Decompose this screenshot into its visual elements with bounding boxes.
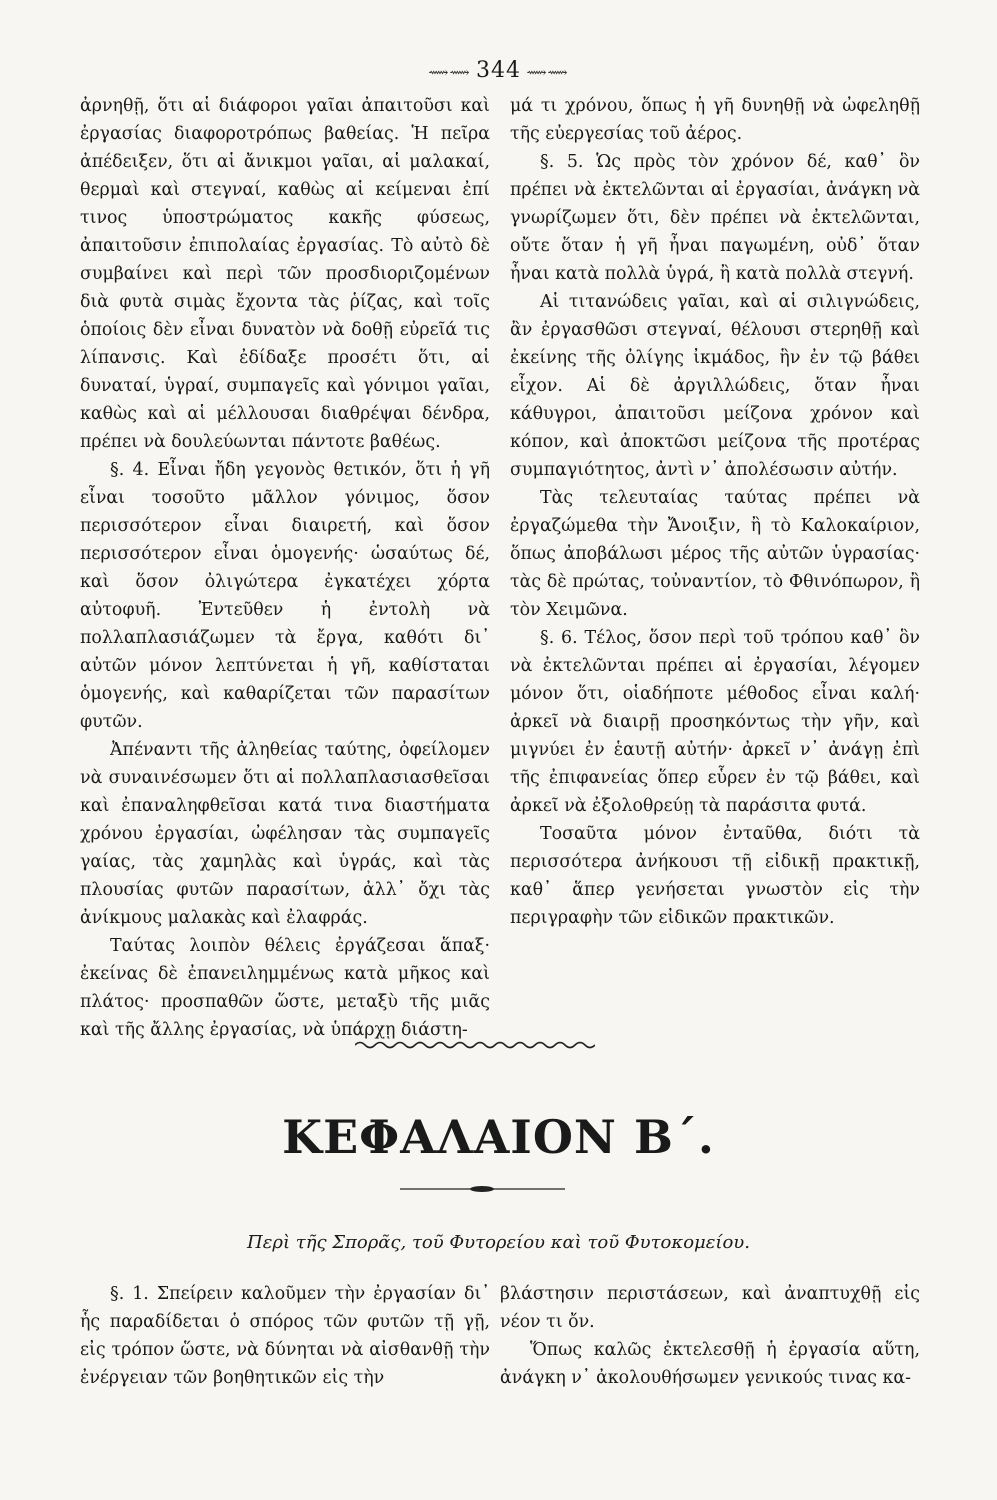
top-left-column <box>80 92 490 1044</box>
paragraph: Τοσαῦτα μόνον ἐνταῦθα, διότι τὰ περισσότερα ἀνήκουσι τῇ εἰδικῇ πρακτικῇ, καθ᾽ ἅπερ γενήσεται γνωστὸν εἰς τὴν περιγραφὴν τῶν εἰδικῶν πρακτικῶν. <box>510 824 920 928</box>
wavy-divider <box>355 1040 595 1050</box>
paragraph: Ὅπως καλῶς ἐκτελεσθῇ ἡ ἐργασία αὕτη, ἀνάγκη ν᾽ ἀκολουθήσωμεν γενικούς τινας κα- <box>500 1340 920 1388</box>
right-ornament: ⟿⟿ <box>521 65 569 81</box>
paragraph: Τὰς τελευταίας ταύτας πρέπει νὰ ἐργαζώμεθα τὴν Ἄνοιξιν, ἢ τὸ Καλοκαίριον, ὅπως ἀποβάλωσι μέρος τῆς αὐτῶν ὑγρασίας· τὰς δὲ πρώτας, τοὐναντίον, τὸ Φθινόπωρον, ἢ τὸν Χειμῶνα. <box>510 488 920 620</box>
bottom-left-column <box>80 1280 490 1392</box>
bottom-right-column <box>500 1280 920 1392</box>
page-number-header <box>0 58 997 83</box>
chapter-subtitle: Περὶ τῆς Σπορᾶς, τοῦ Φυτορείου καὶ τοῦ Φυτοκομείου. <box>247 1232 750 1253</box>
paragraph: Ἀπέναντι τῆς ἀληθείας ταύτης, ὀφείλομεν νὰ συναινέσωμεν ὅτι αἱ πολλαπλασιασθεῖσαι καὶ ἐπαναληφθεῖσαι κατά τινα διαστήματα χρόνου ἐργασίαι, ὠφέλησαν τὰς συμπαγεῖς γαίας, τὰς χαμηλὰς καὶ ὑγράς, καὶ τὰς πλουσίας φυτῶν παρασίτων, ἀλλ᾽ ὄχι τὰς ἀνίκμους μαλακὰς καὶ ἐλαφράς. <box>80 740 490 928</box>
left-ornament: ⟿⟿ <box>428 65 476 81</box>
paragraph: §. 6. Τέλος, ὅσον περὶ τοῦ τρόπου καθ᾽ ὃν νὰ ἐκτελῶνται πρέπει αἱ ἐργασίαι, λέγομεν μόνον ὅτι, οἱαδήποτε μέθοδος εἶναι καλή· ἀρκεῖ νὰ διαιρῇ προσηκόντως τὴν γῆν, καὶ μιγνύει ἐν ἑαυτῇ αὐτήν· ἀρκεῖ ν᾽ ἀνάγῃ ἐπὶ τῆς ἐπιφανείας ὅπερ εὗρεν ἐν τῷ βάθει, καὶ ἀρκεῖ νὰ ἐξολοθρεύῃ τὰ παράσιτα φυτά. <box>510 628 920 816</box>
paragraph: βλάστησιν περιστάσεων, καὶ ἀναπτυχθῇ εἰς νέον τι ὄν. <box>500 1284 920 1332</box>
paragraph: §. 5. Ὡς πρὸς τὸν χρόνον δέ, καθ᾽ ὃν πρέπει νὰ ἐκτελῶνται αἱ ἐργασίαι, ἀνάγκη νὰ γνωρίζωμεν ὅτι, δὲν πρέπει νὰ ἐκτελῶνται, οὔτε ὅταν ἡ γῆ ἦναι παγωμένη, οὐδ᾽ ὅταν ἦναι κατὰ πολλὰ ὑγρά, ἢ κατὰ πολλὰ στεγνή. <box>510 152 920 284</box>
paragraph: Ταύτας λοιπὸν θέλεις ἐργάζεσαι ἅπαξ· ἐκείνας δὲ ἐπανειλημμένως κατὰ μῆκος καὶ πλάτος· προσπαθῶν ὥστε, μεταξὺ τῆς μιᾶς καὶ τῆς ἄλλης ἐργασίας, νὰ ὑπάρχῃ διάστη- <box>80 936 490 1040</box>
paragraph: Αἱ τιτανώδεις γαῖαι, καὶ αἱ σιλιγνώδεις, ἂν ἐργασθῶσι στεγναί, θέλουσι στερηθῇ καὶ ἐκείνης τῆς ὀλίγης ἰκμάδος, ἣν ἐν τῷ βάθει εἶχον. Αἱ δὲ ἀργιλλώδεις, ὅταν ἦναι κάθυγροι, ἀπαιτοῦσι μείζονα χρόνον καὶ κόπον, καὶ ἀποκτῶσι μείζονα τῆς προτέρας συμπαγιότητος, ἀντὶ ν᾽ ἀπολέσωσιν αὐτήν. <box>510 292 920 480</box>
paragraph: §. 1. Σπείρειν καλοῦμεν τὴν ἐργασίαν δι᾽ ἧς παραδίδεται ὁ σπόρος τῶν φυτῶν τῇ γῇ, εἰς τρόπον ὥστε, νὰ δύνηται νὰ αἰσθανθῇ τὴν ἐνέργειαν τῶν βοηθητικῶν εἰς τὴν <box>80 1284 490 1388</box>
paragraph: §. 4. Εἶναι ἤδη γεγονὸς θετικόν, ὅτι ἡ γῆ εἶναι τοσοῦτο μᾶλλον γόνιμος, ὅσον περισσότερον εἶναι διαιρετή, καὶ ὅσον περισσότερον εἶναι ὁμογενής· ὡσαύτως δέ, καὶ ὅσον ὀλιγώτερα ἐγκατέχει χόρτα αὐτοφυῆ. Ἐντεῦθεν ἡ ἐντολὴ νὰ πολλαπλασιάζωμεν τὰ ἔργα, καθότι δι᾽ αὐτῶν μόνον λεπτύνεται ἡ γῆ, καθίσταται ὁμογενής, καὶ καθαρίζεται τῶν παρασίτων φυτῶν. <box>80 460 490 732</box>
paragraph: μά τι χρόνου, ὅπως ἡ γῆ δυνηθῇ νὰ ὠφεληθῇ τῆς εὐεργεσίας τοῦ ἀέρος. <box>510 96 920 144</box>
chapter-title: ΚΕΦΑΛΑΙΟΝ Β΄. <box>282 1110 715 1164</box>
small-divider <box>400 1185 565 1193</box>
top-right-column <box>510 92 920 932</box>
paragraph: ἀρνηθῇ, ὅτι αἱ διάφοροι γαῖαι ἀπαιτοῦσι καὶ ἐργασίας διαφοροτρόπως βαθείας. Ἡ πεῖρα ἀπέδειξεν, ὅτι αἱ ἄνικμοι γαῖαι, αἱ μαλακαί, θερμαὶ καὶ στεγναί, καθὼς αἱ κείμεναι ἐπί τινος ὑποστρώματος κακῆς φύσεως, ἀπαιτοῦσιν ἐπιπολαίας ἐργασίας. Τὸ αὐτὸ δὲ συμβαίνει καὶ περὶ τῶν προσδιοριζομένων διὰ φυτὰ σιμὰς ἔχοντα τὰς ῥίζας, καὶ τοῖς ὁποίοις δὲν εἶναι δυνατὸν νὰ δοθῇ εὐρεῖά τις λίπανσις. Καὶ ἐδίδαξε προσέτι ὅτι, αἱ δυναταί, ὑγραί, συμπαγεῖς καὶ γόνιμοι γαῖαι, καθὼς καὶ αἱ μέλλουσαι διαθρέψαι δένδρα, πρέπει νὰ δουλεύωνται πάντοτε βαθέως. <box>80 96 490 452</box>
page-number: 344 <box>476 58 521 83</box>
